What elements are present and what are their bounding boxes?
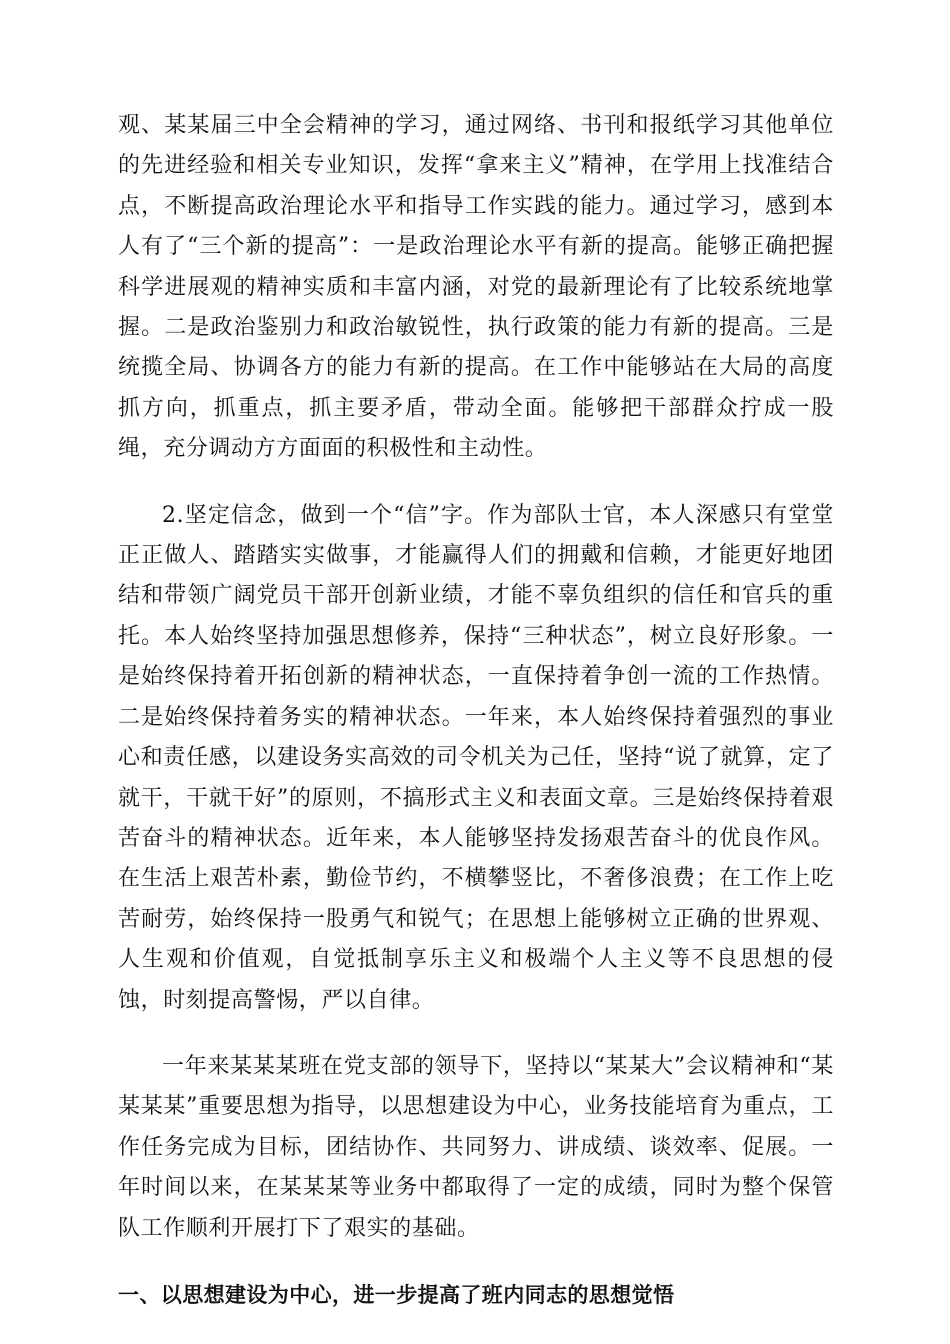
paragraph-firm-belief: 2.坚定信念，做到一个“信”字。作为部队士官，本人深感只有堂堂正正做人、踏踏实实做事，才能赢得人们的拥戴和信赖，才能更好地团结和带领广阔党员干部开创新业绩，才能不辜负组织的信任和官兵的重托。本人始终坚持加强思想修养，保持“三种状态”，树立良好形象。一是始终保持着开拓创新的精神状态，一直保持着争创一流的工作热情。二是始终保持着务实的精神状态。一年来，本人始终保持着强烈的事业心和责任感，以建设务实高效的司令机关为己任，坚持“说了就算，定了就干，干就干好”的原则，不搞形式主义和表面文章。三是始终保持着艰苦奋斗的精神状态。近年来，本人能够坚持发扬艰苦奋斗的优良作风。在生活上艰苦朴素，勤俭节约，不横攀竖比，不奢侈浪费；在工作上吃苦耐劳，始终保持一股勇气和锐气；在思想上能够树立正确的世界观、人生观和价值观，自觉抵制享乐主义和极端个人主义等不良思想的侵蚀，时刻提高警惕，严以自律。 — [118, 502, 834, 1013]
section-heading: 一、以思想建设为中心，进一步提高了班内同志的思想觉悟 — [118, 1282, 675, 1307]
document-body — [118, 106, 834, 1315]
paragraph-political-study: 观、某某届三中全会精神的学习，通过网络、书刊和报纸学习其他单位的先进经验和相关专业知识，发挥“拿来主义”精神，在学用上找准结合点，不断提高政治理论水平和指导工作实践的能力。通过学习，感到本人有了“三个新的提高”：一是政治理论水平有新的提高。能够正确把握科学进展观的精神实质和丰富内涵，对党的最新理论有了比较系统地掌握。二是政治鉴别力和政治敏锐性，执行政策的能力有新的提高。三是统揽全局、协调各方的能力有新的提高。在工作中能够站在大局的高度抓方向，抓重点，抓主要矛盾，带动全面。能够把干部群众拧成一股绳，充分调动方方面面的积极性和主动性。 — [118, 113, 834, 462]
paragraph-year-summary: 一年来某某某班在党支部的领导下，坚持以“某某大”会议精神和“某某某某”重要思想为指导，以思想建设为中心，业务技能培育为重点，工作任务完成为目标，团结协作、共同努力、讲成绩、谈效率、促展。一年时间以来，在某某某等业务中都取得了一定的成绩，同时为整个保管队工作顺利开展打下了艰实的基础。 — [118, 1053, 834, 1241]
